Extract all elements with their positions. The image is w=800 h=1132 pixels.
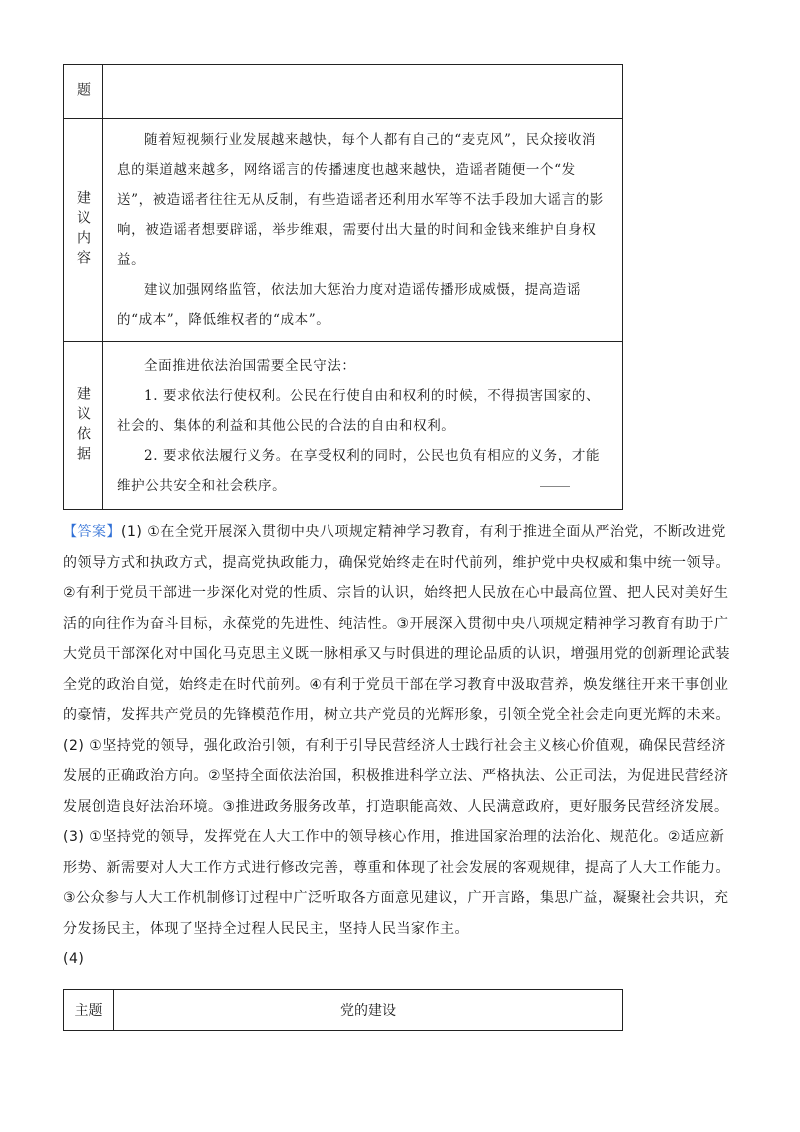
answer-paragraph-3: (3) ①坚持党的领导，发挥党在人大工作中的领导核心作用，推进国家治理的法治化、规范化。②适应新形势、新需要对人大工作方式进行修改完善，尊重和体现了社会发展的客观规律，提高了人大工作能力。③公众参与人大工作机制修订过程中广泛听取各方面意见建议，广开言路，集思广益，凝聚社会共识，充分发扬民主，体现了坚持全过程人民民主，坚持人民当家作主。 xyxy=(63,829,730,937)
topic-table-value: 党的建设 xyxy=(114,990,623,1031)
basis-paragraph: 全面推进依法治国需要全民守法： xyxy=(144,357,356,374)
answer-paragraph-1: 【答案】(1) ①在全党开展深入贯彻中央八项规定精神学习教育，有利于推进全面从严治党，不断改进党的领导方式和执政方式，提高党执政能力，确保党始终走在时代前列，维护党中央权威和集中统一领导。②有利于党员干部进一步深化对党的性质、宗旨的认识，始终把人民放在心中最高位置、把人民对美好生活的向往作为奋斗目标，永葆党的先进性、纯洁性。③开展深入贯彻中央八项规定精神学习教育有助于广大党员干部深化对中国化马克思主义既一脉相承又与时俱进的理论品质的认识，增强用党的创新理论武装全党的政治自觉，始终走在时代前列。④有利于党员干部在学习教育中汲取营养，焕发继往开来干事创业的豪情，发挥共产党员的先锋模范作用，树立共产党员的光辉形象，引领全党全社会走向更光辉的未来。 xyxy=(63,524,730,723)
content-paragraph: 随着短视频行业发展越来越快，每个人都有自己的“麦克风”，民众接收消息的渠道越来越多，网络谣言的传播速度也越来越快，造谣者随便一个“发送”，被造谣者往往无从反制，有些造谣者还利用水军等不法手段加大谣言的影响，被造谣者想要辟谣，举步维艰，需要付出大量的时间和金钱来维护自身权益。 xyxy=(117,132,604,268)
topic-table xyxy=(63,989,623,1031)
answer-paragraph-4: (4) xyxy=(63,951,85,967)
scan-mark xyxy=(540,486,570,487)
answer-section xyxy=(63,517,735,975)
answer-paragraph-2: (2) ①坚持党的领导，强化政治引领，有利于引导民营经济人士践行社会主义核心价值观，确保民营经济发展的正确政治方向。②坚持全面依法治国，积极推进科学立法、严格执法、公正司法，为促进民营经济发展创造良好法治环境。③推进政务服务改革，打造职能高效、人民满意政府，更好服务民营经济发展。 xyxy=(63,737,729,815)
basis-paragraph: 1. 要求依法行使权利。公民在行使自由和权利的时候，不得损害国家的、社会的、集体的利益和其他公民的合法的自由和权利。 xyxy=(117,387,601,434)
basis-paragraph: 2. 要求依法履行义务。在享受权利的同时，公民也负有相应的义务，才能维护公共安全和社会秩序。 xyxy=(117,447,601,494)
topic-label-cell xyxy=(64,65,103,119)
content-label-cell xyxy=(64,119,103,342)
basis-cell xyxy=(103,342,623,510)
content-paragraph: 建议加强网络监管，依法加大惩治力度对造谣传播形成威慑，提高造谣的“成本”，降低维权者的“成本”。 xyxy=(117,282,582,328)
topic-label: 题 xyxy=(75,81,91,102)
topic-value xyxy=(103,86,622,98)
basis-label: 建议依据 xyxy=(75,385,91,466)
topic-table-label: 主题 xyxy=(64,990,114,1031)
content-label: 建议内容 xyxy=(75,190,91,270)
content-cell xyxy=(103,119,623,342)
basis-label-cell xyxy=(64,342,103,510)
answer-tag: 【答案】 xyxy=(63,524,121,540)
suggestion-table xyxy=(63,64,623,510)
topic-value-cell xyxy=(103,65,623,119)
